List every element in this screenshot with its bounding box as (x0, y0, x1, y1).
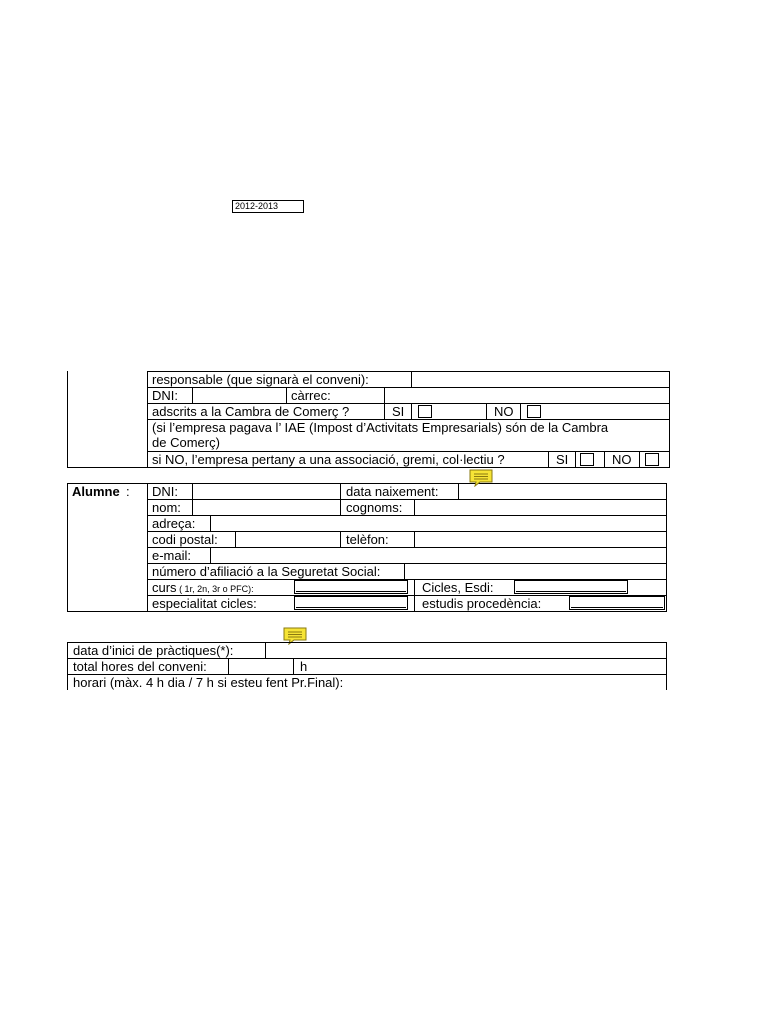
cambra-question: adscrits a la Cambra de Comerç ? (152, 404, 350, 419)
comment-note-icon[interactable] (469, 469, 493, 487)
cambra-si-checkbox[interactable] (418, 405, 432, 418)
responsable-label: responsable (que signarà el conveni): (152, 372, 369, 387)
curs-field[interactable] (294, 580, 408, 594)
student-dni-input[interactable] (193, 484, 339, 498)
adreca-input[interactable] (211, 516, 665, 530)
estudis-field[interactable] (569, 596, 665, 610)
total-hours-label: total hores del conveni: (73, 659, 207, 674)
cambra-no-label: NO (494, 404, 514, 419)
cicles-field[interactable] (514, 580, 628, 594)
birth-date-label: data naixement: (346, 484, 439, 499)
student-dni-label: DNI: (152, 484, 178, 499)
adreca-label: adreça: (152, 516, 196, 531)
carrec-label: càrrec: (291, 388, 331, 403)
responsable-input[interactable] (412, 372, 668, 386)
postal-code-input[interactable] (236, 532, 339, 546)
start-date-label: data d’inici de pràctiques(*): (73, 643, 234, 658)
cicles-label: Cicles, Esdi: (422, 580, 494, 595)
cambra-no-checkbox[interactable] (527, 405, 541, 418)
association-question: si NO, l’empresa pertany a una associació, gremi, col·lectiu ? (152, 452, 505, 467)
telefon-label: telèfon: (346, 532, 389, 547)
email-input[interactable] (211, 548, 665, 562)
student-heading: Alumne (72, 484, 120, 499)
student-heading-colon: : (126, 484, 130, 499)
nom-input[interactable] (193, 500, 339, 514)
total-hours-input[interactable] (229, 659, 292, 673)
iae-note-line1: (si l’empresa pagava l’ IAE (Impost d’Activitats Empresarials) són de la Cambra (152, 420, 609, 435)
school-year-field[interactable] (232, 200, 304, 213)
postal-code-label: codi postal: (152, 532, 218, 547)
association-no-checkbox[interactable] (645, 453, 659, 466)
curs-label: curs ( 1r, 2n, 3r o PFC): (152, 580, 254, 595)
start-date-input[interactable] (266, 643, 665, 657)
affiliation-input[interactable] (405, 564, 665, 578)
especialitat-field[interactable] (294, 596, 408, 610)
association-si-checkbox[interactable] (580, 453, 594, 466)
telefon-input[interactable] (415, 532, 665, 546)
cambra-si-label: SI (392, 404, 405, 419)
association-si-label: SI (556, 452, 569, 467)
school-year-value: 2012-2013 (235, 201, 279, 211)
nom-label: nom: (152, 500, 181, 515)
cognoms-input[interactable] (415, 500, 665, 514)
iae-note-line2: de Comerç) (152, 435, 220, 450)
dni-label: DNI: (152, 388, 178, 403)
carrec-input[interactable] (385, 388, 668, 402)
cognoms-label: cognoms: (346, 500, 403, 515)
company-dni-input[interactable] (193, 388, 285, 402)
affiliation-label: número d’afiliació a la Seguretat Social: (152, 564, 381, 579)
email-label: e-mail: (152, 548, 192, 563)
especialitat-label: especialitat cicles: (152, 596, 257, 611)
schedule-label: horari (màx. 4 h dia / 7 h si esteu fent Pr.Final): (73, 675, 344, 690)
association-no-label: NO (612, 452, 632, 467)
estudis-label: estudis procedència: (422, 596, 542, 611)
hours-unit: h (300, 659, 308, 674)
